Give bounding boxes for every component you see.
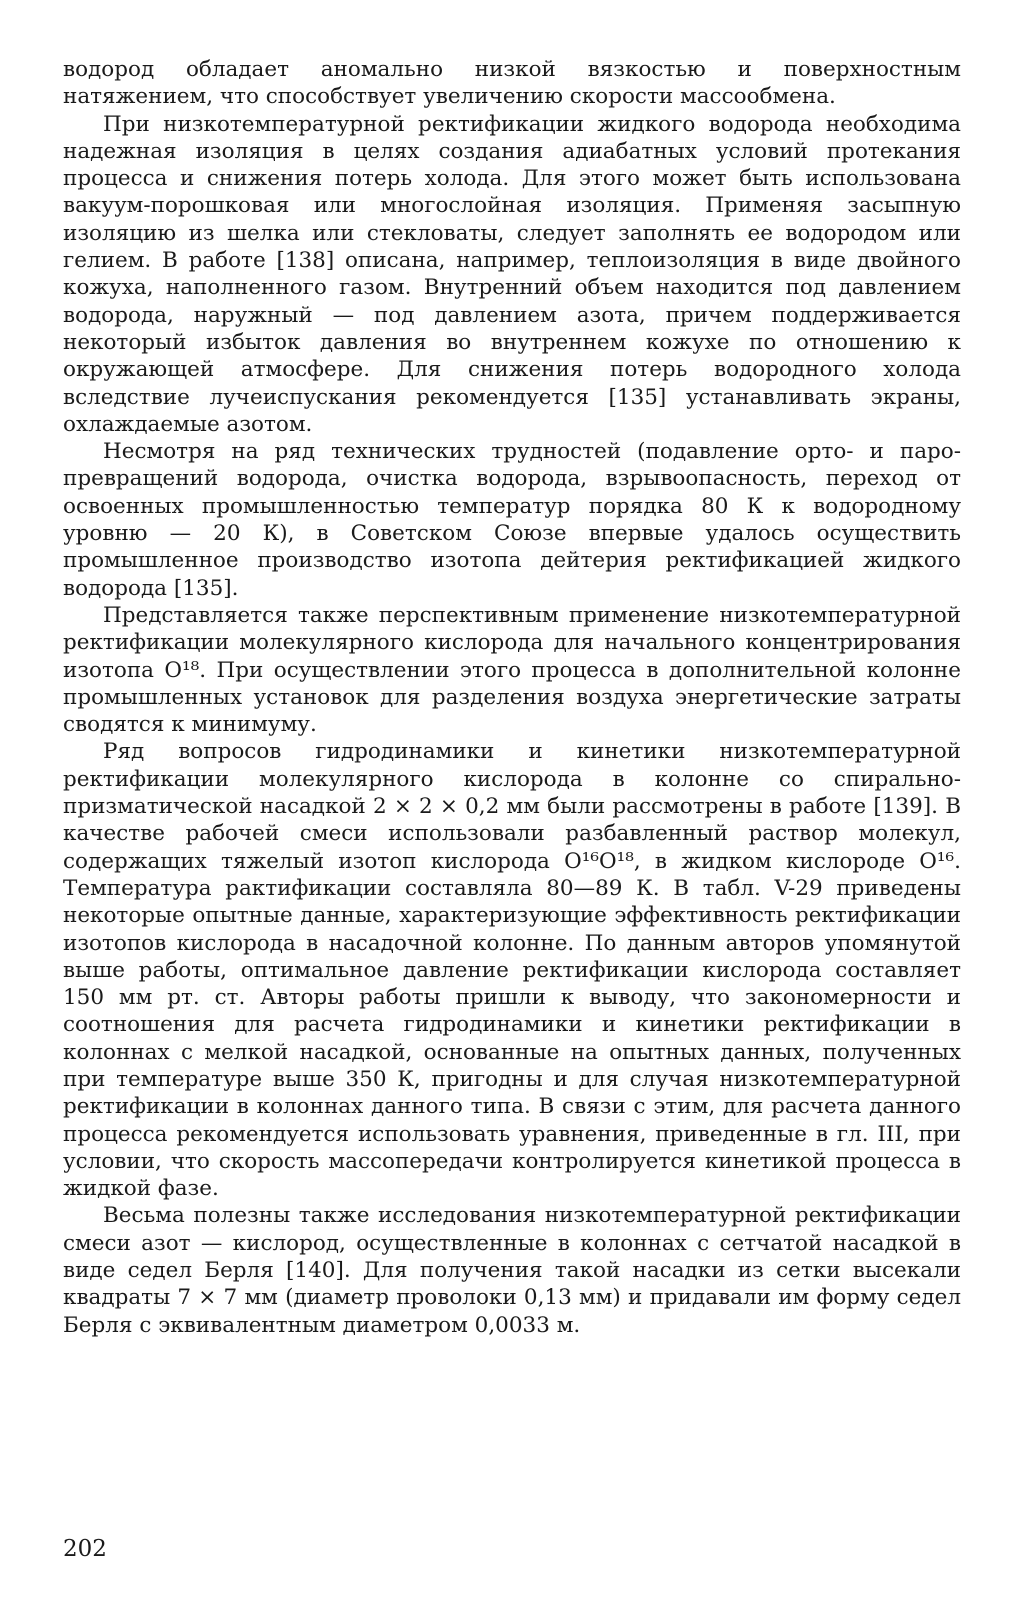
paragraph-1: водород обладает аномально низкой вязкостью и поверхностным натяжением, что способствует увеличению скорости массообмена. [63,57,961,110]
paragraph-2: При низкотемпературной ректификации жидкого водорода необходима надежная изоляция в целях создания адиабатных условий протекания процесса и снижения потерь холода. Для этого может быть использована вакуум-порошковая или многослойная изоляция. Применяя засыпную изоляцию из шелка или стекловаты, следует заполнять ее водородом или гелием. В работе [138] описана, например, теплоизоляция в виде двойного кожуха, наполненного газом. Внутренний объем находится под давлением водорода, наружный — под давлением азота, причем поддерживается некоторый избыток давления во внутреннем кожухе по отношению к окружающей атмосфере. Для снижения потерь водородного холода вследствие лучеиспускания рекомендуется [135] устанавливать экраны, охлаждаемые азотом. [63,111,961,437]
page-body [63,56,961,1339]
paragraph-4: Представляется также перспективным применение низкотемпературной ректификации молекулярного кислорода для начального концентрирования изотопа O¹⁸. При осуществлении этого процесса в дополнительной колонне промышленных установок для разделения воздуха энергетические затраты сводятся к минимуму. [63,602,961,738]
paragraph-3: Несмотря на ряд технических трудностей (подавление орто- и паро-превращений водорода, очистка водорода, взрывоопасность, переход от освоенных промышленностью температур порядка 80 К к водородному уровню — 20 К), в Советском Союзе впервые удалось осуществить промышленное производство изотопа дейтерия ректификацией жидкого водорода [135]. [63,439,961,601]
paragraph-6: Весьма полезны также исследования низкотемпературной ректификации смеси азот — кислород, осуществленные в колоннах с сетчатой насадкой в виде седел Берля [140]. Для получения такой насадки из сетки высекали квадраты 7 × 7 мм (диаметр проволоки 0,13 мм) и придавали им форму седел Берля с эквивалентным диаметром 0,0033 м. [63,1203,961,1338]
page-number: 202 [63,1536,107,1562]
paragraph-5: Ряд вопросов гидродинамики и кинетики низкотемпературной ректификации молекулярного кислорода в колонне со спирально-призматической насадкой 2 × 2 × 0,2 мм были рассмотрены в работе [139]. В качестве рабочей смеси использовали разбавленный раствор молекул, содержащих тяжелый изотоп кислорода O¹⁶O¹⁸, в жидком кислороде O¹⁶. Температура рактификации составляла 80—89 К. В табл. V-29 приведены некоторые опытные данные, характеризующие эффективность ректификации изотопов кислорода в насадочной колонне. По данным авторов упомянутой выше работы, оптимальное давление ректификации кислорода составляет 150 мм рт. ст. Авторы работы пришли к выводу, что закономерности и соотношения для расчета гидродинамики и кинетики ректификации в колоннах с мелкой насадкой, основанные на опытных данных, полученных при температуре выше 350 К, пригодны и для случая низкотемпературной ректификации в колоннах данного типа. В связи с этим, для расчета данного процесса рекомендуется использовать уравнения, приведенные в гл. III, при условии, что скорость массопередачи контролируется кинетикой процесса в жидкой фазе. [63,739,961,1202]
